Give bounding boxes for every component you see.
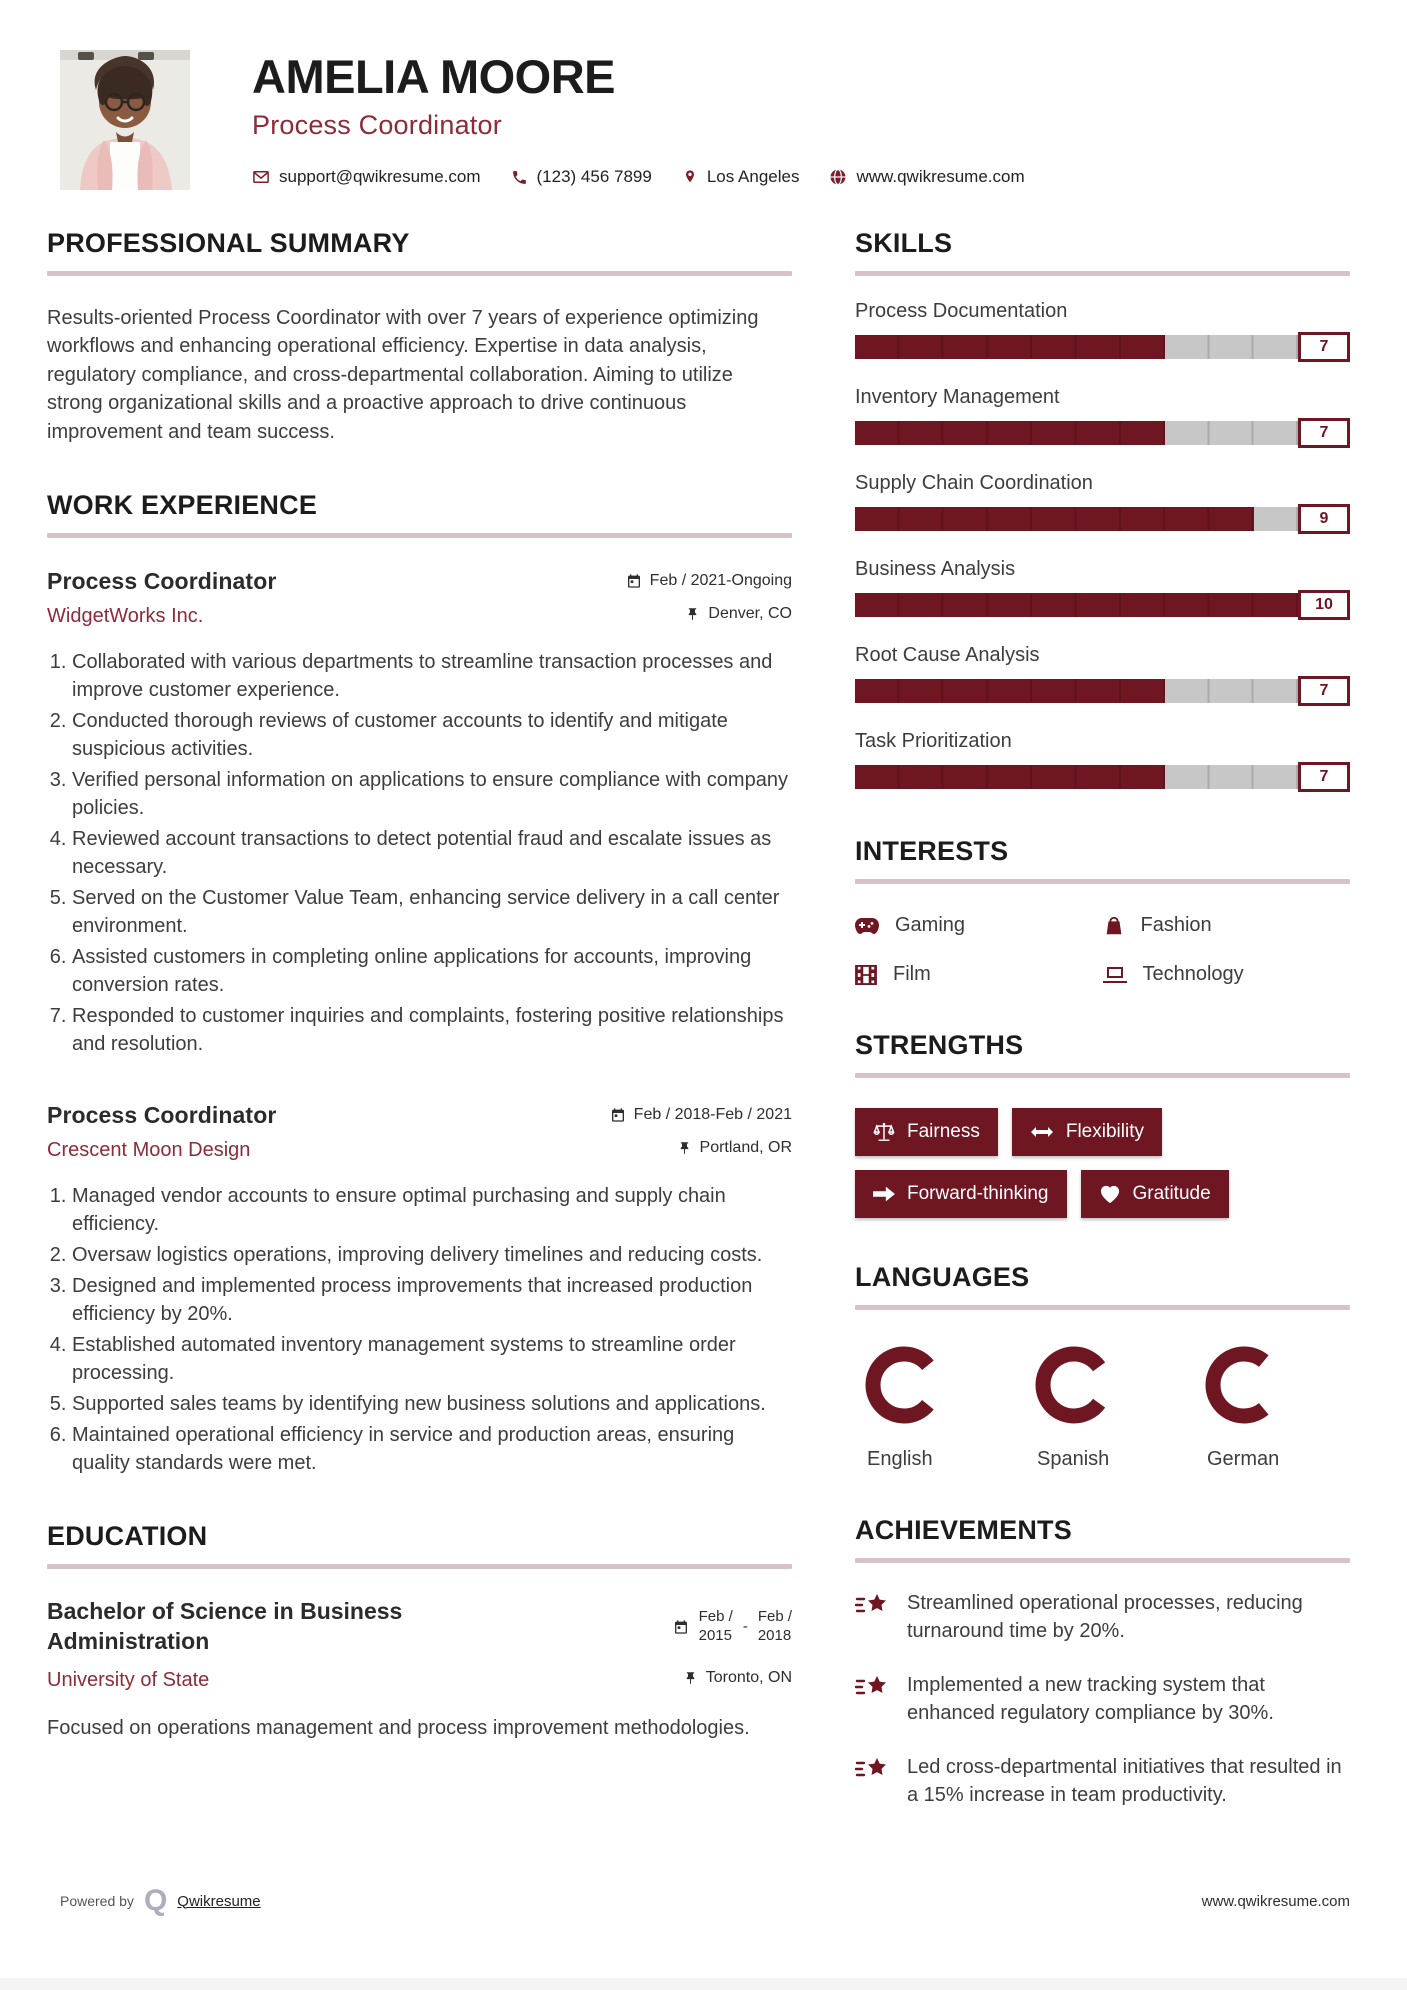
- right-arrow-icon: [873, 1186, 895, 1202]
- contact-email[interactable]: [252, 167, 481, 187]
- section-divider: [855, 1305, 1350, 1310]
- strength-badge: [1012, 1108, 1162, 1156]
- job-bullet: 2. Oversaw logistics operations, improving delivery timelines and reducing costs.: [72, 1241, 792, 1269]
- achievement-item: [855, 1589, 1350, 1645]
- interest-item: [855, 963, 1103, 986]
- skill-bar: [855, 332, 1350, 362]
- skill-name: Root Cause Analysis: [855, 644, 1040, 666]
- strength-label: Flexibility: [1065, 1121, 1144, 1142]
- strengths-heading: STRENGTHS: [855, 1030, 1024, 1060]
- contact-website[interactable]: [829, 167, 1024, 187]
- skill-bar: [855, 504, 1350, 534]
- education-date-separator: -: [742, 1618, 748, 1636]
- summary-heading: PROFESSIONAL SUMMARY: [47, 228, 410, 258]
- phone-icon: [511, 169, 528, 186]
- gamepad-icon: [855, 917, 879, 935]
- strength-label: Fairness: [907, 1121, 980, 1142]
- skill-name: Process Documentation: [855, 300, 1068, 322]
- heart-icon: [1099, 1184, 1121, 1204]
- left-right-arrow-icon: [1030, 1125, 1054, 1139]
- skill-row: [855, 558, 1350, 620]
- left-column: [47, 228, 792, 1809]
- section-divider: [855, 271, 1350, 276]
- strength-label: Gratitude: [1132, 1183, 1211, 1204]
- job-title: Process Coordinator: [47, 1101, 277, 1128]
- contact-location-text: Los Angeles: [706, 167, 800, 187]
- shopping-bag-icon: [1103, 915, 1125, 937]
- section-skills: [855, 228, 1350, 792]
- envelope-icon: [252, 168, 270, 186]
- school-name: University of State: [47, 1668, 210, 1691]
- strength-badge: [855, 1170, 1067, 1218]
- section-strengths: [855, 1030, 1350, 1218]
- page-footer: [60, 1886, 1350, 1916]
- job-bullet: 1. Collaborated with various departments to streamline transaction processes and improve customer experience.: [72, 648, 792, 704]
- film-icon: [855, 965, 877, 985]
- section-divider: [47, 271, 792, 276]
- education-date-start-top: Feb /: [698, 1608, 733, 1626]
- job-bullet: 5. Served on the Customer Value Team, enhancing service delivery in a call center environment.: [72, 884, 792, 940]
- language-gauge: [1203, 1344, 1285, 1426]
- languages-row: [855, 1344, 1350, 1471]
- skill-value-badge: 7: [1298, 762, 1350, 792]
- job-bullet: 1. Managed vendor accounts to ensure optimal purchasing and supply chain efficiency.: [72, 1182, 792, 1238]
- language-name: English: [867, 1448, 933, 1470]
- job-bullet-list: [47, 1182, 792, 1477]
- job-bullet: 4. Established automated inventory management systems to streamline order processing.: [72, 1331, 792, 1387]
- achievements-heading: ACHIEVEMENTS: [855, 1515, 1072, 1545]
- job-location: [677, 1139, 792, 1157]
- job-bullet-list: [47, 648, 792, 1058]
- job-title: Process Coordinator: [47, 567, 277, 594]
- section-professional-summary: [47, 228, 792, 446]
- pushpin-icon: [685, 607, 700, 622]
- education-description: Focused on operations management and process improvement methodologies.: [47, 1716, 750, 1739]
- skill-row: [855, 730, 1350, 792]
- interest-item: [855, 914, 1103, 937]
- work-heading: WORK EXPERIENCE: [47, 489, 318, 520]
- language-name: Spanish: [1037, 1448, 1110, 1470]
- education-heading: EDUCATION: [47, 1520, 208, 1551]
- skill-track: [855, 765, 1298, 789]
- job-entry: [47, 1102, 792, 1477]
- interest-item: [1103, 963, 1351, 986]
- interest-label: Film: [893, 963, 931, 985]
- job-bullet: 6. Assisted customers in completing online applications for accounts, improving conversion rates.: [72, 943, 792, 999]
- profile-photo-illustration: [60, 50, 190, 190]
- profile-photo: [60, 50, 190, 190]
- qwikresume-logo-icon: Q: [143, 1884, 168, 1917]
- skill-fill: [855, 765, 1165, 789]
- content-columns: [0, 228, 1407, 1809]
- section-divider: [855, 879, 1350, 884]
- header-text: [190, 50, 1025, 187]
- resume-header: [0, 0, 1407, 190]
- job-bullet: 5. Supported sales teams by identifying new business solutions and applications.: [72, 1390, 792, 1418]
- section-languages: [855, 1262, 1350, 1471]
- language-gauge: [1033, 1344, 1115, 1426]
- skill-track: [855, 421, 1298, 445]
- skill-row: [855, 472, 1350, 534]
- job-bullet: 2. Conducted thorough reviews of customer accounts to identify and mitigate suspicious activities.: [72, 707, 792, 763]
- contact-location[interactable]: [682, 167, 800, 187]
- qwikresume-link[interactable]: Qwikresume: [177, 1892, 261, 1910]
- powered-by-text: Powered by: [60, 1893, 134, 1909]
- section-divider: [855, 1073, 1350, 1078]
- language-item: [1195, 1344, 1343, 1471]
- interest-label: Technology: [1142, 963, 1244, 985]
- skill-row: [855, 386, 1350, 448]
- section-divider: [855, 1558, 1350, 1563]
- shooting-star-icon: [855, 1673, 889, 1703]
- shooting-star-icon: [855, 1755, 889, 1785]
- job-bullet: 7. Responded to customer inquiries and complaints, fostering positive relationships and resolution.: [72, 1002, 792, 1058]
- strength-badges: [855, 1108, 1350, 1218]
- map-pin-icon: [682, 168, 698, 186]
- language-item: [855, 1344, 1003, 1471]
- achievement-item: [855, 1753, 1350, 1809]
- achievement-text: Implemented a new tracking system that enhanced regulatory compliance by 30%.: [907, 1674, 1274, 1724]
- job-company: WidgetWorks Inc.: [47, 604, 204, 627]
- skill-fill: [855, 335, 1165, 359]
- calendar-icon: [610, 1107, 626, 1123]
- skill-bar: [855, 590, 1350, 620]
- interests-heading: INTERESTS: [855, 836, 1009, 866]
- shooting-star-icon: [855, 1591, 889, 1621]
- skill-bar: [855, 418, 1350, 448]
- contact-phone-text: (123) 456 7899: [536, 167, 652, 187]
- strength-label: Forward-thinking: [907, 1183, 1049, 1204]
- interest-label: Fashion: [1140, 914, 1212, 936]
- skill-fill: [855, 421, 1165, 445]
- education-date: [673, 1597, 792, 1657]
- interest-item: [1103, 914, 1351, 937]
- pushpin-icon: [683, 1671, 698, 1686]
- section-divider: [47, 533, 792, 538]
- education-date-end-bottom: 2018: [757, 1626, 792, 1644]
- scales-icon: [873, 1122, 895, 1142]
- degree-title: Bachelor of Science in Business Administration: [47, 1597, 403, 1654]
- education-date-start: [699, 1608, 733, 1646]
- skill-row: [855, 644, 1350, 706]
- job-location-text: Portland, OR: [699, 1139, 792, 1157]
- skill-bar: [855, 762, 1350, 792]
- achievement-text: Led cross-departmental initiatives that resulted in a 15% increase in team productivity.: [907, 1756, 1342, 1806]
- contact-phone[interactable]: [511, 167, 652, 187]
- calendar-icon: [626, 573, 642, 589]
- skill-name: Business Analysis: [855, 558, 1016, 580]
- candidate-name: AMELIA MOORE: [252, 50, 616, 103]
- job-date: [626, 572, 792, 590]
- contact-website-text: www.qwikresume.com: [856, 167, 1025, 187]
- job-entry: [47, 568, 792, 1058]
- skill-fill: [855, 507, 1254, 531]
- job-location: [685, 605, 792, 623]
- skill-value-badge: 7: [1298, 418, 1350, 448]
- candidate-job-title: Process Coordinator: [252, 110, 502, 141]
- skill-track: [855, 507, 1298, 531]
- footer-website: www.qwikresume.com: [1201, 1892, 1350, 1910]
- skill-value-badge: 7: [1298, 332, 1350, 362]
- section-achievements: [855, 1515, 1350, 1809]
- job-date: [610, 1106, 792, 1124]
- job-bullet: 3. Verified personal information on applications to ensure compliance with company policies.: [72, 766, 792, 822]
- section-divider: [47, 1564, 792, 1569]
- skill-row: [855, 300, 1350, 362]
- contact-email-text: support@qwikresume.com: [279, 167, 481, 187]
- skill-fill: [855, 679, 1165, 703]
- language-item: [1025, 1344, 1173, 1471]
- skill-track: [855, 679, 1298, 703]
- job-date-text: Feb / 2021-Ongoing: [649, 571, 792, 589]
- education-date-end: [758, 1608, 792, 1646]
- skill-track: [855, 593, 1298, 617]
- skill-fill: [855, 593, 1298, 617]
- calendar-icon: [673, 1619, 689, 1635]
- education-date-end-top: Feb /: [757, 1608, 792, 1626]
- job-bullet: 3. Designed and implemented process improvements that increased production efficiency by 20%.: [72, 1272, 792, 1328]
- summary-text: Results-oriented Process Coordinator with over 7 years of experience optimizing workflows and enhancing operational efficiency. Expertise in data analysis, regulatory compliance, and cross-departmental collaboration. Aiming to utilize strong organizational skills and a proactive approach to drive continuous improvement and team success.: [47, 307, 759, 443]
- interest-label: Gaming: [895, 914, 966, 936]
- section-education: [47, 1521, 792, 1742]
- skill-name: Task Prioritization: [855, 730, 1012, 752]
- language-gauge: [863, 1344, 945, 1426]
- languages-heading: LANGUAGES: [855, 1262, 1030, 1292]
- right-column: [855, 228, 1350, 1809]
- job-bullet: 6. Maintained operational efficiency in service and production areas, ensuring quality standards were met.: [72, 1421, 792, 1477]
- section-interests: [855, 836, 1350, 986]
- skill-bar: [855, 676, 1350, 706]
- achievement-item: [855, 1671, 1350, 1727]
- education-location: [683, 1669, 792, 1687]
- education-location-text: Toronto, ON: [705, 1669, 792, 1687]
- job-date-text: Feb / 2018-Feb / 2021: [633, 1105, 792, 1123]
- skill-name: Supply Chain Coordination: [855, 472, 1093, 494]
- language-name: German: [1207, 1448, 1280, 1470]
- skill-value-badge: 9: [1298, 504, 1350, 534]
- pushpin-icon: [677, 1141, 692, 1156]
- achievement-text: Streamlined operational processes, reducing turnaround time by 20%.: [907, 1592, 1303, 1642]
- job-company: Crescent Moon Design: [47, 1138, 251, 1161]
- skill-name: Inventory Management: [855, 386, 1060, 408]
- skill-value-badge: 7: [1298, 676, 1350, 706]
- strength-badge: [855, 1108, 998, 1156]
- skills-heading: SKILLS: [855, 228, 953, 258]
- powered-by: [60, 1886, 261, 1916]
- interests-grid: [855, 914, 1350, 986]
- contact-row: [252, 167, 1025, 187]
- education-date-start-bottom: 2015: [698, 1626, 732, 1644]
- skill-track: [855, 335, 1298, 359]
- job-location-text: Denver, CO: [708, 605, 792, 623]
- globe-icon: [829, 168, 847, 186]
- laptop-icon: [1103, 965, 1127, 985]
- section-work-experience: [47, 490, 792, 1477]
- skill-value-badge: 10: [1298, 590, 1350, 620]
- strength-badge: [1081, 1170, 1229, 1218]
- job-bullet: 4. Reviewed account transactions to detect potential fraud and escalate issues as necessary.: [72, 825, 792, 881]
